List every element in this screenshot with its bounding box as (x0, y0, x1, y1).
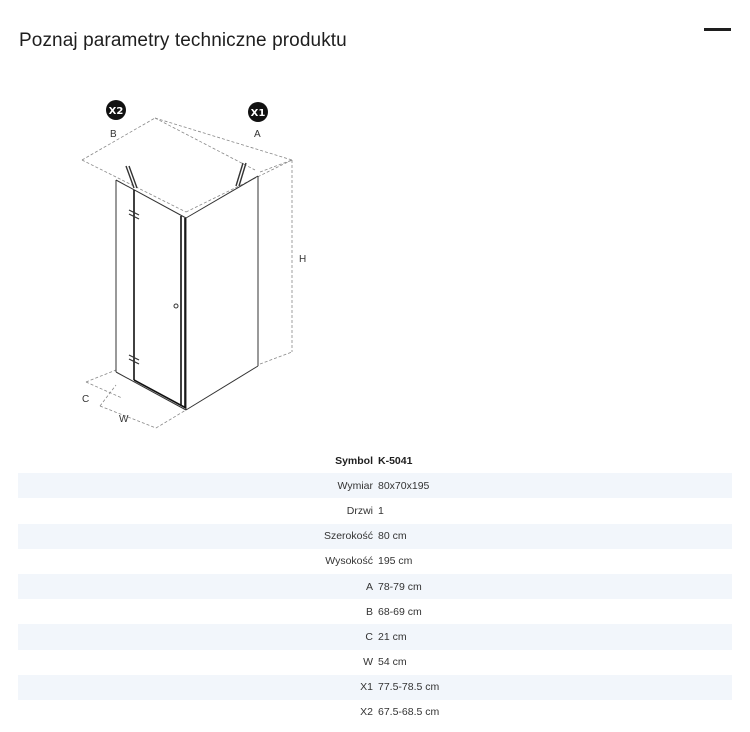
x2-badge-label: X2 (108, 106, 124, 117)
x1-badge-label: X1 (250, 108, 266, 119)
spec-key: Szerokość (18, 524, 377, 549)
spec-key: X1 (18, 675, 377, 700)
spec-value: K-5041 (378, 454, 413, 467)
spec-value: 80 cm (377, 524, 732, 549)
spec-key: W (363, 656, 373, 669)
spec-key: B (365, 605, 373, 618)
spec-value: 195 cm (378, 555, 413, 568)
minus-icon[interactable] (704, 28, 731, 31)
spec-key: Symbol (335, 454, 373, 467)
spec-value: 54 cm (378, 656, 407, 669)
spec-value: 67.5-68.5 cm (378, 706, 440, 719)
x2-badge (106, 100, 126, 120)
spec-key: A (18, 574, 377, 599)
spec-value: 78-79 cm (377, 574, 732, 599)
spec-key: C (18, 624, 377, 649)
spec-row (18, 448, 732, 473)
spec-row (18, 549, 732, 574)
spec-row (18, 700, 732, 725)
specs-table (18, 448, 732, 725)
label-a: A (254, 129, 261, 140)
shower-enclosure-diagram (0, 0, 340, 440)
spec-row (18, 498, 732, 523)
spec-value: 77.5-78.5 cm (377, 675, 732, 700)
spec-row (18, 574, 732, 599)
spec-key: Drzwi (346, 504, 373, 517)
spec-value: 68-69 cm (378, 605, 422, 618)
spec-row (18, 599, 732, 624)
label-h: H (299, 254, 307, 265)
label-w: W (119, 414, 129, 425)
spec-key: X2 (360, 706, 373, 719)
spec-row (18, 524, 732, 549)
spec-value: 1 (378, 504, 384, 517)
spec-value: 21 cm (377, 624, 732, 649)
label-b: B (110, 129, 117, 140)
spec-row (18, 473, 732, 498)
spec-row (18, 624, 732, 649)
label-c: C (82, 394, 90, 405)
spec-key: Wysokość (325, 555, 373, 568)
page-title: Poznaj parametry techniczne produktu (19, 30, 347, 51)
spec-key: Wymiar (18, 473, 377, 498)
spec-value: 80x70x195 (377, 473, 732, 498)
spec-row (18, 675, 732, 700)
spec-row (18, 650, 732, 675)
x1-badge (248, 102, 268, 122)
